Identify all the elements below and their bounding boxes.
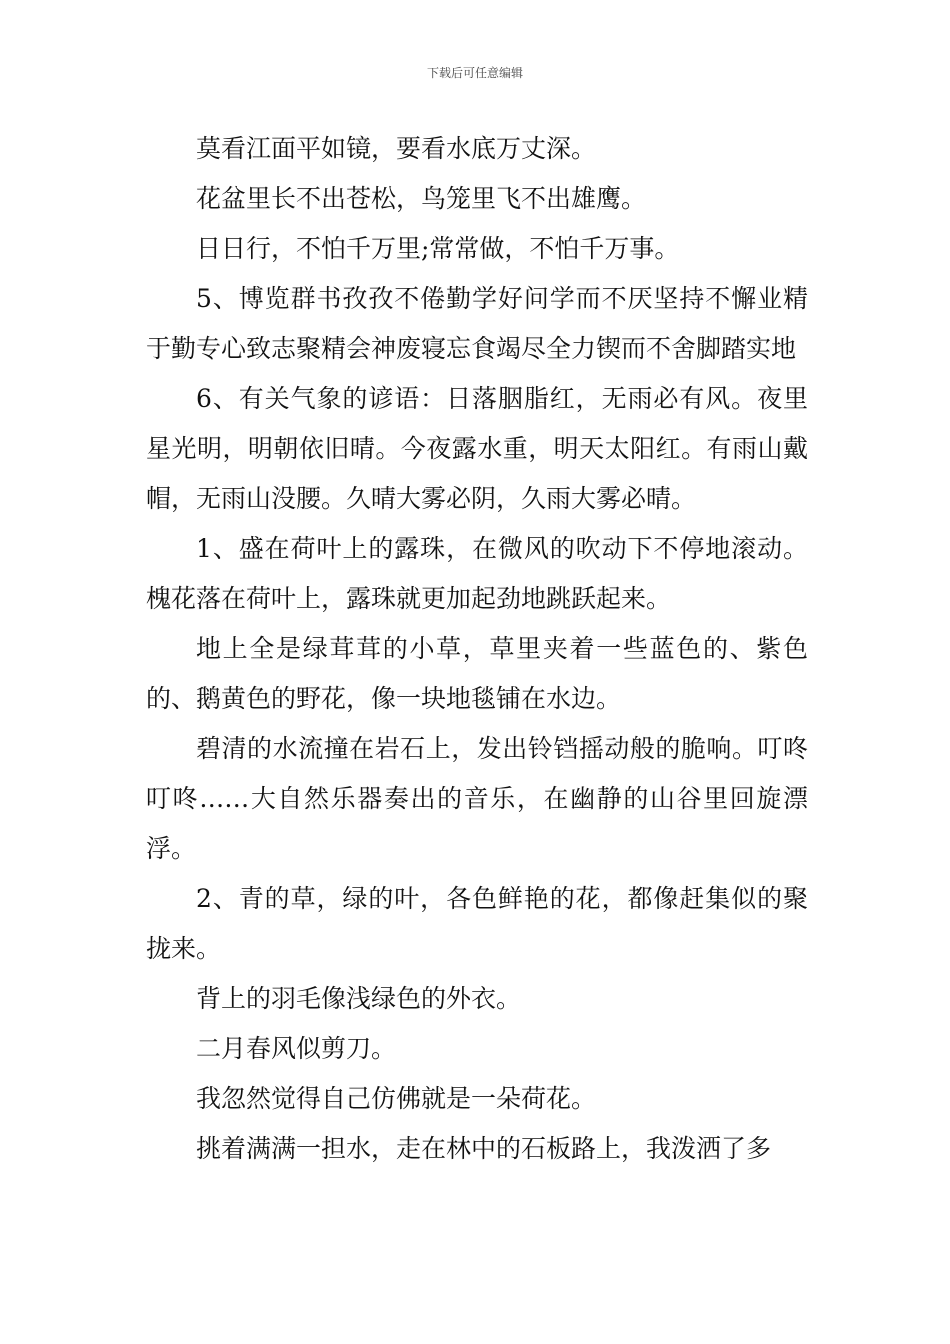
paragraph: 花盆里长不出苍松，鸟笼里飞不出雄鹰。	[196, 184, 647, 213]
paragraph: 我忽然觉得自己仿佛就是一朵荷花。	[196, 1084, 597, 1113]
paragraph: 挑着满满一担水，走在林中的石板路上，我泼洒了多	[196, 1134, 772, 1163]
paragraph: 6、有关气象的谚语：日落胭脂红，无雨必有风。夜里星光明，明朝依旧晴。今夜露水重，明天太阳红。有雨山戴帽，无雨山没腰。久晴大雾必阴，久雨大雾必晴。	[146, 384, 808, 513]
paragraph: 碧清的水流撞在岩石上，发出铃铛摇动般的脆响。叮咚叮咚……大自然乐器奏出的音乐，在幽静的山谷里回旋漂浮。	[146, 734, 808, 863]
paragraph: 背上的羽毛像浅绿色的外衣。	[196, 984, 522, 1013]
paragraph: 5、博览群书孜孜不倦勤学好问学而不厌坚持不懈业精于勤专心致志聚精会神废寝忘食竭尽全力锲而不舍脚踏实地	[146, 284, 808, 363]
paragraph: 2、青的草，绿的叶，各色鲜艳的花，都像赶集似的聚拢来。	[146, 884, 808, 963]
paragraph: 1、盛在荷叶上的露珠，在微风的吹动下不停地滚动。槐花落在荷叶上，露珠就更加起劲地跳跃起来。	[146, 534, 808, 613]
paragraph: 地上全是绿茸茸的小草，草里夹着一些蓝色的、紫色的、鹅黄色的野花，像一块地毯铺在水边。	[146, 634, 808, 713]
page-header: 下载后可任意编辑	[426, 66, 523, 80]
paragraph: 二月春风似剪刀。	[196, 1034, 397, 1063]
paragraph: 莫看江面平如镜，要看水底万丈深。	[196, 134, 597, 163]
document-body	[146, 124, 808, 1174]
paragraph: 日日行，不怕千万里;常常做，不怕千万事。	[196, 234, 680, 263]
